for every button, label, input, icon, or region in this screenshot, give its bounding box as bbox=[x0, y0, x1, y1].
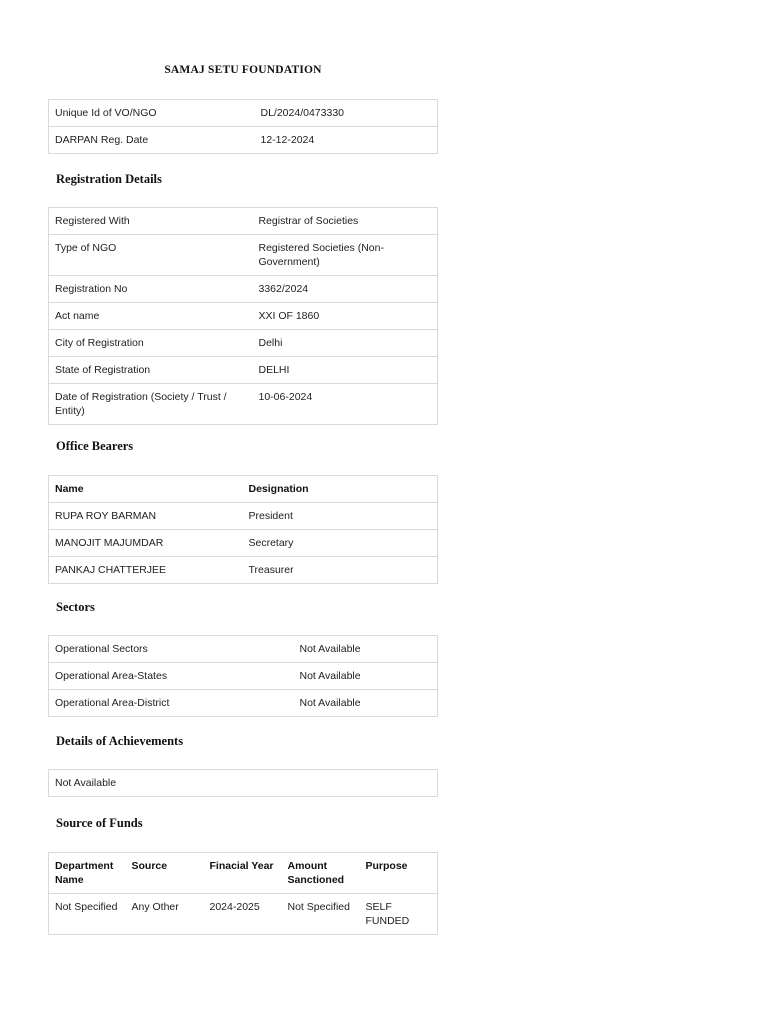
column-header-source: Source bbox=[126, 853, 204, 894]
fund-purpose: SELF FUNDED bbox=[360, 894, 438, 935]
registration-label: State of Registration bbox=[49, 357, 253, 384]
fund-year: 2024-2025 bbox=[204, 894, 282, 935]
table-row bbox=[49, 330, 438, 357]
sector-value: Not Available bbox=[294, 636, 438, 663]
column-header-name: Name bbox=[49, 476, 243, 503]
registration-value: XXI OF 1860 bbox=[253, 303, 438, 330]
registration-label: Registered With bbox=[49, 208, 253, 235]
summary-label: DARPAN Reg. Date bbox=[49, 127, 255, 154]
office-bearers-heading: Office Bearers bbox=[56, 439, 134, 453]
column-header-purpose: Purpose bbox=[360, 853, 438, 894]
funds-table bbox=[48, 852, 438, 935]
funds-heading: Source of Funds bbox=[56, 816, 143, 830]
bearer-designation: Secretary bbox=[243, 530, 438, 557]
table-row bbox=[49, 690, 438, 717]
table-row bbox=[49, 894, 438, 935]
registration-table bbox=[48, 207, 438, 425]
bearer-name: PANKAJ CHATTERJEE bbox=[49, 557, 243, 584]
sector-label: Operational Area-District bbox=[49, 690, 294, 717]
column-header-amount: Amount Sanctioned bbox=[282, 853, 360, 894]
registration-label: Date of Registration (Society / Trust / Entity) bbox=[49, 384, 253, 425]
registration-heading: Registration Details bbox=[56, 172, 162, 186]
registration-value: 10-06-2024 bbox=[253, 384, 438, 425]
registration-value: 3362/2024 bbox=[253, 276, 438, 303]
sectors-heading: Sectors bbox=[56, 600, 95, 614]
sector-value: Not Available bbox=[294, 690, 438, 717]
summary-value: 12-12-2024 bbox=[255, 127, 438, 154]
table-row bbox=[49, 770, 438, 797]
summary-value: DL/2024/0473330 bbox=[255, 100, 438, 127]
table-header-row bbox=[49, 853, 438, 894]
registration-label: Act name bbox=[49, 303, 253, 330]
registration-value: Delhi bbox=[253, 330, 438, 357]
summary-label: Unique Id of VO/NGO bbox=[49, 100, 255, 127]
table-row bbox=[49, 503, 438, 530]
page-title: SAMAJ SETU FOUNDATION bbox=[164, 64, 322, 76]
achievements-value: Not Available bbox=[49, 770, 438, 797]
table-row bbox=[49, 276, 438, 303]
table-row bbox=[49, 557, 438, 584]
registration-value: DELHI bbox=[253, 357, 438, 384]
table-row bbox=[49, 663, 438, 690]
table-row bbox=[49, 530, 438, 557]
table-row bbox=[49, 384, 438, 425]
column-header-designation: Designation bbox=[243, 476, 438, 503]
table-row bbox=[49, 235, 438, 276]
table-row bbox=[49, 303, 438, 330]
table-row bbox=[49, 127, 438, 154]
office-bearers-table bbox=[48, 475, 438, 584]
sector-label: Operational Area-States bbox=[49, 663, 294, 690]
achievements-table bbox=[48, 769, 438, 797]
fund-department: Not Specified bbox=[49, 894, 126, 935]
summary-table bbox=[48, 99, 438, 154]
table-row bbox=[49, 100, 438, 127]
registration-value: Registered Societies (Non-Government) bbox=[253, 235, 438, 276]
registration-value: Registrar of Societies bbox=[253, 208, 438, 235]
achievements-heading: Details of Achievements bbox=[56, 734, 184, 748]
column-header-department: Department Name bbox=[49, 853, 126, 894]
fund-source: Any Other bbox=[126, 894, 204, 935]
bearer-designation: President bbox=[243, 503, 438, 530]
bearer-name: RUPA ROY BARMAN bbox=[49, 503, 243, 530]
registration-label: City of Registration bbox=[49, 330, 253, 357]
fund-amount: Not Specified bbox=[282, 894, 360, 935]
column-header-year: Finacial Year bbox=[204, 853, 282, 894]
table-row bbox=[49, 357, 438, 384]
sector-value: Not Available bbox=[294, 663, 438, 690]
bearer-designation: Treasurer bbox=[243, 557, 438, 584]
table-row bbox=[49, 636, 438, 663]
registration-label: Registration No bbox=[49, 276, 253, 303]
table-header-row bbox=[49, 476, 438, 503]
sector-label: Operational Sectors bbox=[49, 636, 294, 663]
table-row bbox=[49, 208, 438, 235]
registration-label: Type of NGO bbox=[49, 235, 253, 276]
sectors-table bbox=[48, 635, 438, 717]
bearer-name: MANOJIT MAJUMDAR bbox=[49, 530, 243, 557]
